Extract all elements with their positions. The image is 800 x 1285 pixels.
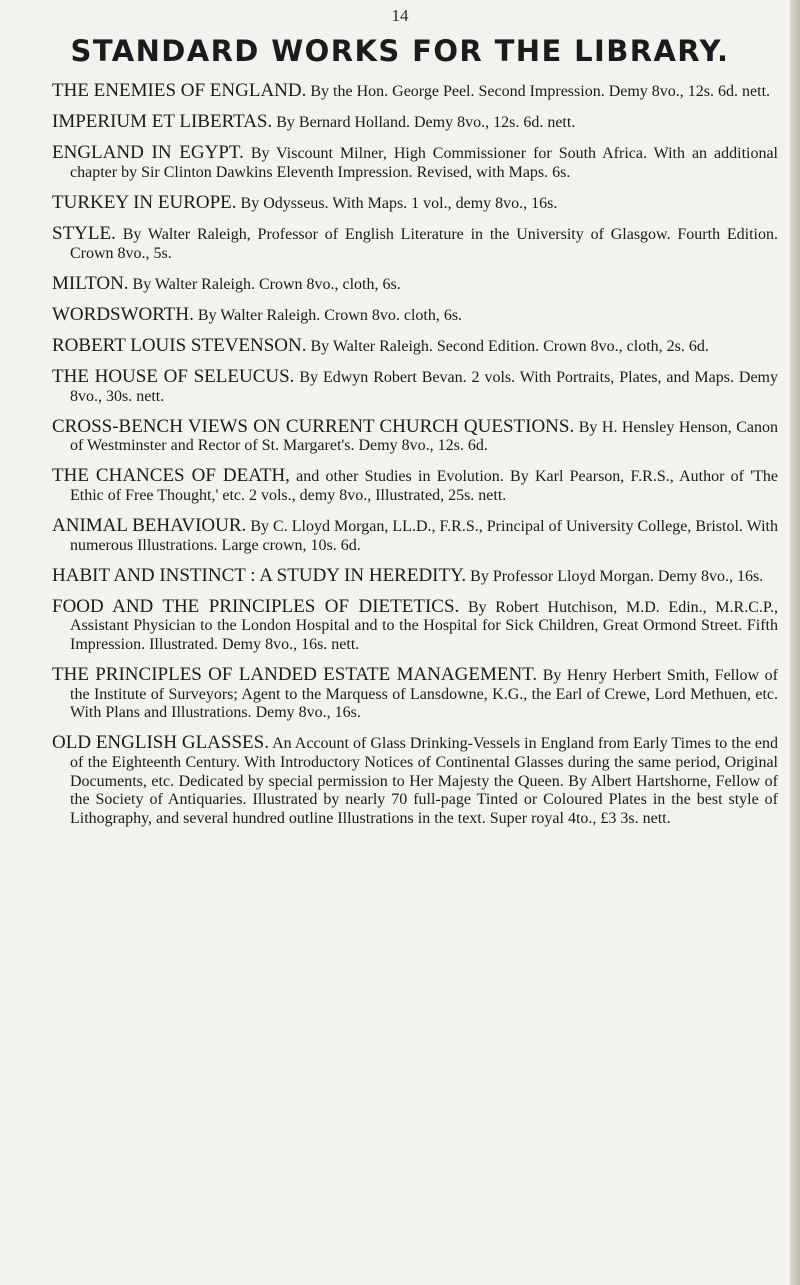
book-entry [52, 272, 778, 295]
book-title: WORDSWORTH. [52, 303, 194, 325]
book-details: By C. Lloyd Morgan, LL.D., F.R.S., Principal of University College, Bristol. With numerous Illustrations. Large crown, 10s. 6d. [70, 518, 778, 554]
book-entry [52, 303, 778, 326]
book-title: THE CHANCES OF DEATH, [52, 465, 290, 487]
book-details: By Robert Hutchison, M.D. Edin., M.R.C.P., Assistant Physician to the London Hospital and to the Hospital for Sick Children, Great Ormond Street. Fifth Impression. Illustrated. Demy 8vo., 16s. nett. [70, 598, 779, 653]
page-number: 14 [391, 6, 409, 25]
book-title: FOOD AND THE PRINCIPLES OF DIETETICS. [52, 595, 460, 617]
book-title: ENGLAND IN EGYPT. [52, 142, 244, 164]
book-entry [52, 666, 778, 723]
book-details: By Walter Raleigh. Crown 8vo., cloth, 6s. [132, 275, 401, 293]
book-details: By Walter Raleigh. Second Edition. Crown 8vo., cloth, 2s. 6d. [310, 337, 709, 355]
book-title: ANIMAL BEHAVIOUR. [52, 515, 247, 536]
book-details: By Professor Lloyd Morgan. Demy 8vo., 16s. [470, 567, 764, 585]
book-title: THE PRINCIPLES OF LANDED ESTATE MANAGEMENT. [52, 664, 538, 686]
book-title: IMPERIUM ET LIBERTAS. [52, 111, 273, 133]
book-details: By H. Hensley Henson, Canon of Westminster and Rector of St. Margaret's. Demy 8vo., 12s. 6d. [70, 418, 779, 455]
book-details: An Account of Glass Drinking-Vessels in England from Early Times to the end of the Eighteenth Century. With Introductory Notices of Continental Glasses during the same period, Original Documents, etc. Dedicated by special permission to Her Majesty the Queen. By Albert Hartshorne, Fellow of the Society of Antiquaries. Illustrated by nearly 70 full-page Tinted or Coloured Plates in the best style of Lithography, and several hundred outline Illustrations in the text. Super royal 4to., £3 3s. nett. [70, 735, 778, 827]
book-title: TURKEY IN EUROPE. [52, 191, 237, 213]
book-entry [52, 113, 778, 133]
book-details: By Henry Herbert Smith, Fellow of the Institute of Surveyors; Agent to the Marquess of Lansdowne, K.G., the Earl of Crewe, Lord Methuen, etc. With Plans and Illustrations. Demy 8vo., 16s. [70, 667, 778, 722]
book-details: By Walter Raleigh. Crown 8vo. cloth, 6s. [197, 306, 463, 324]
book-title: OLD ENGLISH GLASSES. [52, 732, 269, 754]
book-entry [52, 144, 778, 182]
page-edge-shadow [790, 0, 800, 1285]
page-title: STANDARD WORKS FOR THE LIBRARY. [70, 34, 730, 68]
book-entry [52, 334, 778, 357]
book-details: By Odysseus. With Maps. 1 vol., demy 8vo., 16s. [240, 194, 558, 212]
book-entry [52, 517, 778, 555]
book-details: and other Studies in Evolution. By Karl Pearson, F.R.S., Author of 'The Ethic of Free Thought,' etc. 2 vols., demy 8vo., Illustrated, 25s. nett. [70, 468, 779, 504]
book-details: By the Hon. George Peel. Second Impression. Demy 8vo., 12s. 6d. nett. [310, 83, 771, 100]
book-title: MILTON. [52, 272, 129, 294]
book-entry [52, 595, 779, 655]
book-entry [52, 415, 779, 456]
book-title: THE ENEMIES OF ENGLAND. [52, 80, 307, 101]
book-title: THE HOUSE OF SELEUCUS. [52, 365, 295, 387]
book-entry [52, 734, 778, 828]
book-entry [52, 191, 778, 214]
book-details: By Edwyn Robert Bevan. 2 vols. With Portraits, Plates, and Maps. Demy 8vo., 30s. nett. [70, 368, 779, 405]
book-entry [52, 222, 779, 263]
book-title: CROSS-BENCH VIEWS ON CURRENT CHURCH QUESTIONS. [52, 415, 575, 437]
book-entry [52, 467, 778, 505]
book-list [52, 82, 778, 840]
book-details: By Viscount Milner, High Commissioner for South Africa. With an additional chapter by Sir Clinton Dawkins Eleventh Impression. Revised, with Maps. 6s. [70, 145, 779, 181]
book-title: HABIT AND INSTINCT : A STUDY IN HEREDITY. [52, 564, 467, 586]
book-details: By Bernard Holland. Demy 8vo., 12s. 6d. nett. [276, 114, 576, 132]
book-title: STYLE. [52, 222, 116, 244]
book-details: By Walter Raleigh, Professor of English Literature in the University of Glasgow. Fourth Edition. Crown 8vo., 5s. [70, 225, 779, 262]
book-title: ROBERT LOUIS STEVENSON. [52, 334, 307, 356]
book-entry [52, 365, 779, 406]
book-entry [52, 82, 778, 102]
book-entry [52, 564, 778, 587]
